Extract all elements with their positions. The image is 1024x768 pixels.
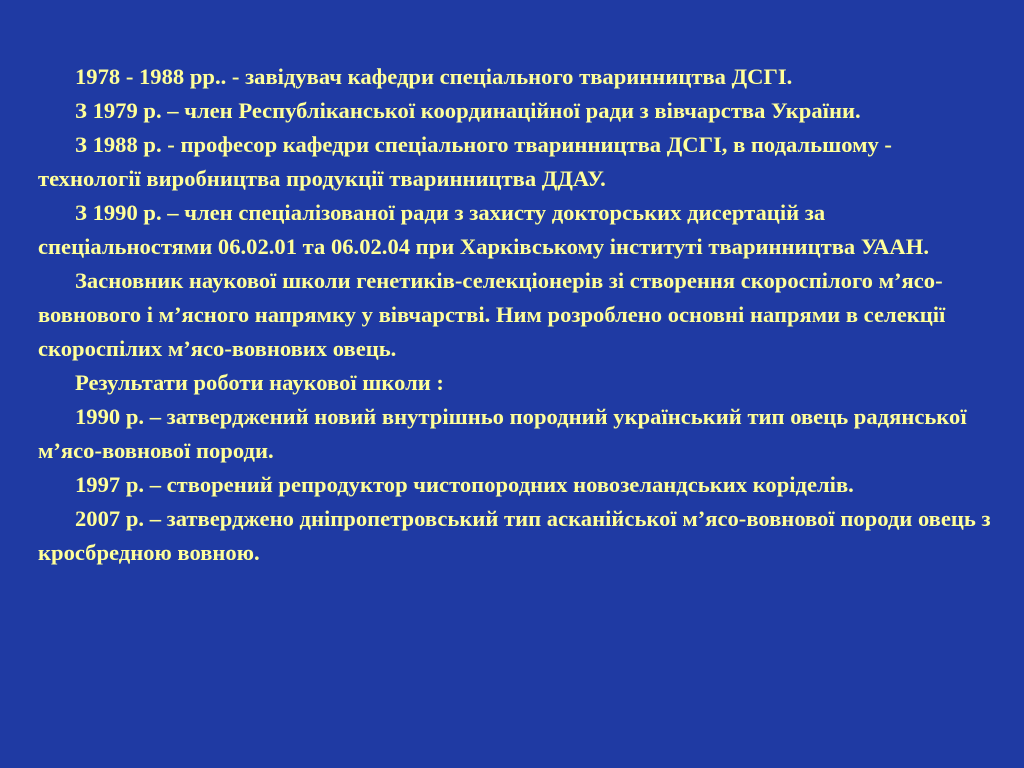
paragraph-1978-1988-head-of-department: 1978 - 1988 рр.. - завідувач кафедри спеціального тваринництва ДСГІ. (75, 64, 793, 89)
paragraph-school-results-heading: Результати роботи наукової школи : (75, 370, 444, 395)
paragraph-school-founder: Засновник наукової школи генетиків-селекціонерів зі створення скороспілого м’ясо-вовнового і м’ясного напрямку у вівчарстві. Ним розроблено основні напрями в селекції скороспілих м’ясо-вовнових овець. (38, 268, 946, 361)
paragraph-1979-council-member: З 1979 р. – член Республіканської координаційної ради з вівчарства України. (75, 98, 861, 123)
paragraph-1990-dissertation-council: З 1990 р. – член спеціалізованої ради з захисту докторських дисертацій за спеціальностями 06.02.01 та 06.02.04 при Харківському інституті тваринництва УААН. (38, 200, 929, 259)
paragraph-1990-new-type: 1990 р. – затверджений новий внутрішньо породний український тип овець радянської м’ясо-вовнової породи. (38, 404, 967, 463)
paragraph-1988-professor: З 1988 р. - професор кафедри спеціального тваринництва ДСГІ, в подальшому - технології виробництва продукції тваринництва ДДАУ. (38, 132, 892, 191)
paragraph-2007-dnipropetrovsk-type: 2007 р. – затверджено дніпропетровський тип асканійської м’ясо-вовнової породи овець з кросбредною вовною. (38, 506, 991, 565)
paragraph-1997-reproducer: 1997 р. – створений репродуктор чистопородних новозеландських коріделів. (75, 472, 854, 497)
slide-text-block (38, 60, 994, 570)
